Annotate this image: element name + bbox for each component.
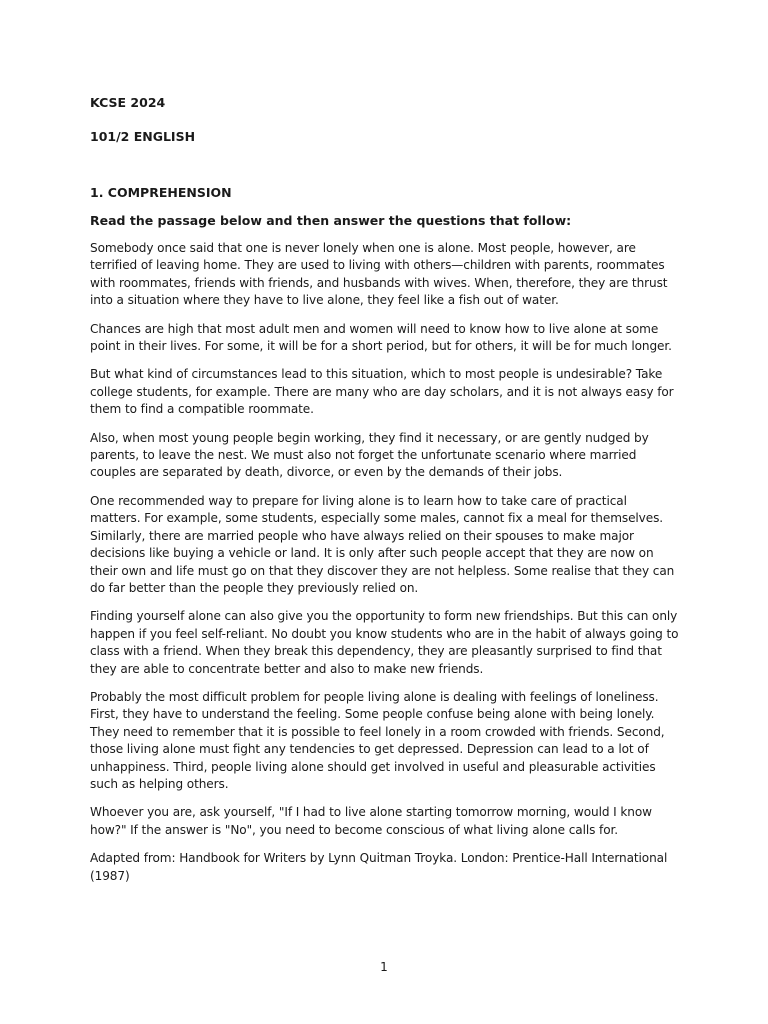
passage-paragraph-5: One recommended way to prepare for living alone is to learn how to take care of practical matters. For example, some students, especially some males, cannot fix a meal for themselves. Similarly, there are married people who have always relied on their spouses to make major decisions like buying a vehicle or land. It is only after such people accept that they are now on their own and life must go on that they discover they are not helpless. Some realise that they can do far better than the people they previously relied on. [90,493,675,595]
passage-paragraph-7: Probably the most difficult problem for people living alone is dealing with feelings of loneliness. First, they have to understand the feeling. Some people confuse being alone with being lonely. They need to remember that it is possible to feel lonely in a room crowded with friends. Second, those living alone must fight any tendencies to get depressed. Depression can lead to a lot of unhappiness. Third, people living alone should get involved in useful and pleasurable activities such as helping others. [90,689,665,791]
passage-paragraph-8: Whoever you are, ask yourself, "If I had to live alone starting tomorrow morning, would I know how?" If the answer is "No", you need to become conscious of what living alone calls for. [90,805,652,837]
source-citation: Adapted from: Handbook for Writers by Lynn Quitman Troyka. London: Prentice-Hall International (1987) [90,851,668,883]
exam-title: KCSE 2024 [90,95,166,110]
section-instruction: Read the passage below and then answer the questions that follow: [90,213,572,228]
passage-paragraph-1: Somebody once said that one is never lonely when one is alone. Most people, however, are terrified of leaving home. They are used to living with others—children with parents, roommates with roommates, friends with friends, and husbands with wives. When, therefore, they are thrust into a situation where they have to live alone, they feel like a fish out of water. [90,241,668,308]
paper-code: 101/2 ENGLISH [90,129,196,144]
passage-paragraph-3: But what kind of circumstances lead to this situation, which to most people is undesirable? Take college students, for example. There are many who are day scholars, and it is not always easy for them to find a compatible roommate. [90,367,674,417]
passage-paragraph-2: Chances are high that most adult men and women will need to know how to live alone at some point in their lives. For some, it will be for a short period, but for others, it will be for much longer. [90,321,672,354]
page-number: 1 [380,960,388,974]
section-title: 1. COMPREHENSION [90,185,232,200]
passage-paragraph-4: Also, when most young people begin working, they find it necessary, or are gently nudged by parents, to leave the nest. We must also not forget the unfortunate scenario where married couples are separated by death, divorce, or even by the demands of their jobs. [90,430,649,480]
passage-paragraph-6: Finding yourself alone can also give you the opportunity to form new friendships. But this can only happen if you feel self-reliant. No doubt you know students who are in the habit of always going to class with a friend. When they break this dependency, they are pleasantly surprised to find that they are able to concentrate better and also to make new friends. [90,609,679,676]
page-content [90,94,680,885]
